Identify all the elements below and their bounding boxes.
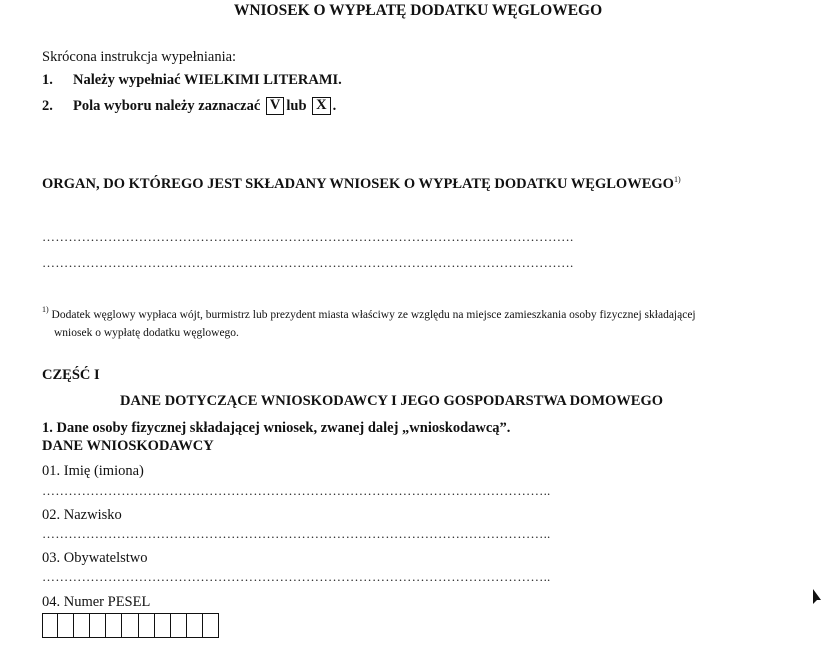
applicant-subheading: DANE WNIOSKODAWCY <box>42 438 214 454</box>
instruction-text: Pola wyboru należy zaznaczać <box>73 98 261 114</box>
instruction-period: . <box>332 98 337 114</box>
part-label: CZĘŚĆ I <box>42 367 100 383</box>
footnote-line-2: wniosek o wypłatę dodatku węglowego. <box>54 327 239 339</box>
field-label-surname: 02. Nazwisko <box>42 507 122 523</box>
instruction-item-1 <box>42 72 342 89</box>
instruction-number: 2. <box>42 98 53 114</box>
pesel-digit-box[interactable] <box>90 613 106 638</box>
instructions-heading: Skrócona instrukcja wypełniania: <box>42 49 237 65</box>
footnote <box>42 301 696 342</box>
instruction-text: Należy wypełniać WIELKIMI LITERAMI. <box>73 72 342 88</box>
field-label-first-name: 01. Imię (imiona) <box>42 463 144 479</box>
pesel-digit-box[interactable] <box>106 613 122 638</box>
citizenship-field[interactable]: …………………………………………………………………………………………………….. <box>42 569 551 584</box>
checkbox-example-v: V <box>266 97 284 115</box>
first-name-field[interactable]: …………………………………………………………………………………………………….. <box>42 483 551 498</box>
pesel-digit-box[interactable] <box>171 613 187 638</box>
pesel-digit-box[interactable] <box>203 613 219 638</box>
organ-heading-text: ORGAN, DO KTÓREGO JEST SKŁADANY WNIOSEK O WYPŁATĘ DODATKU WĘGLOWEGO <box>42 176 674 192</box>
field-label-citizenship: 03. Obywatelstwo <box>42 550 148 566</box>
organ-input-line-2[interactable]: …………………………………………………………………………………………………………. <box>42 255 574 270</box>
part-heading: DANE DOTYCZĄCE WNIOSKODAWCY I JEGO GOSPODARSTWA DOMOWEGO <box>120 393 664 409</box>
footnote-mark: 1) <box>42 305 49 314</box>
surname-field[interactable]: …………………………………………………………………………………………………….. <box>42 526 551 541</box>
checkbox-example-x: X <box>312 97 330 115</box>
pesel-field[interactable] <box>42 613 219 638</box>
section-1-heading: 1. Dane osoby fizycznej składającej wniosek, zwanej dalej „wnioskodawcą”. <box>42 420 511 436</box>
pesel-digit-box[interactable] <box>58 613 74 638</box>
organ-input-line-1[interactable]: …………………………………………………………………………………………………………. <box>42 229 574 244</box>
pesel-digit-box[interactable] <box>122 613 138 638</box>
pesel-digit-box[interactable] <box>74 613 90 638</box>
instruction-number: 1. <box>42 72 53 88</box>
footnote-mark: 1) <box>673 175 681 184</box>
pesel-digit-box[interactable] <box>139 613 155 638</box>
pesel-digit-box[interactable] <box>187 613 203 638</box>
pesel-digit-box[interactable] <box>42 613 58 638</box>
instruction-item-2 <box>42 97 336 115</box>
organ-heading <box>42 175 681 193</box>
footnote-line-1: Dodatek węglowy wypłaca wójt, burmistrz lub prezydent miasta właściwy ze względu na miejsce zamieszkania osoby fizycznej składającej <box>51 309 696 321</box>
form-title: WNIOSEK O WYPŁATĘ DODATKU WĘGLOWEGO <box>233 2 603 19</box>
field-label-pesel: 04. Numer PESEL <box>42 594 151 610</box>
instruction-or: lub <box>286 98 307 114</box>
pesel-digit-box[interactable] <box>155 613 171 638</box>
